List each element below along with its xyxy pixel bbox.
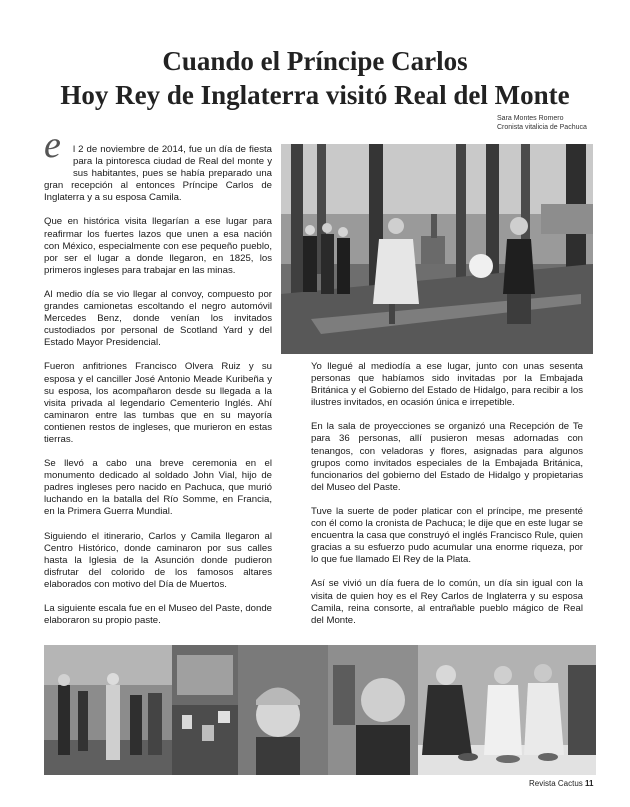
- photo-strip: [44, 645, 596, 775]
- cemetery-photo-graphic: [281, 144, 593, 354]
- headline-line-1: Cuando el Príncipe Carlos: [162, 46, 468, 76]
- paragraph-10: Tuve la suerte de poder platicar con el príncipe, me presenté con él como la cronista de Pachuca; le dije que en este lugar se encuentra la casa que construyó el inglés Francisco Rule, quien gracias a su esfuerzo pudo acumular una enorme riqueza, por lo que fue llamado El Rey de la Plata.: [311, 505, 583, 566]
- paragraph-3: Al medio día se vio llegar al convoy, compuesto por grandes camionetas escoltando el negro automóvil Mercedes Benz, donde venían los invitados custodiados por personal de Scotland Yard y del Estado Mayor Presidencial.: [44, 288, 272, 349]
- paragraph-5: Se llevó a cabo una breve ceremonia en el monumento dedicado al soldado John Vial, hijo de padres ingleses pero nacido en Pachuca, que murió luchando en la batalla del Río Somme, en Francia, en la Primera Guerra Mundial.: [44, 458, 272, 518]
- paragraph-2: Que en histórica visita llegarían a ese lugar para reafirmar los fuertes lazos que unen a esa nación con México, especialmente con ese pequeño pueblo, por ser el lugar a donde llegaron, en 1825, los primeros ingleses para trabajar en las minas.: [44, 216, 272, 276]
- paragraph-11: Así se vivió un día fuera de lo común, un día sin igual con la visita de quien hoy es el Rey Carlos de Inglaterra y su esposa Camila, reina consorte, al entrañable pueblo mágico de Real del Monte.: [311, 578, 583, 626]
- camilla-portrait-photo: [238, 645, 328, 775]
- paragraph-8: Yo llegué al mediodía a ese lugar, junto con unas sesenta personas que habíamos sido invitadas por la Embajada Británica y el Gobierno del Estado de Hidalgo, para recibir a los ilustres invitados, en ocasión única e irrepetible.: [311, 361, 583, 409]
- magazine-name: Revista Cactus: [529, 779, 583, 788]
- byline: [497, 114, 587, 132]
- paragraph-4: Fueron anfitriones Francisco Olvera Ruiz y su esposa y el canciller José Antonio Meade Kuribeña y su esposa, los acompañaron desde su llegada a la visita privada al legendario Cementerio Inglés. Ahí caminaron entre las tumbas que en su mayoría contienen restos de ingleses, que murieron en estas tierras.: [44, 361, 272, 445]
- charles-closeup-photo: [328, 645, 418, 775]
- author-name: Sara Montes Romero: [497, 115, 564, 122]
- paragraph-6: Siguiendo el itinerario, Carlos y Camila llegaron al Centro Histórico, donde caminaron por sus calles hasta la Iglesia de la Asunción donde pudieron disfrutar del colorido de los famosos altares elaborados con motivo del Día de Muertos.: [44, 530, 272, 590]
- dropcap: e: [44, 124, 61, 166]
- cemetery-ceremony-photo: [281, 144, 593, 354]
- paragraph-9: En la sala de proyecciones se organizó una Recepción de Te para 36 personas, allí pusieron mesas adornadas con tenangos, con veladoras y flores, asignadas para algunos grupos como invitados especiales de la Embajada Británica, funcionarios del gobierno del Estado de Hidalgo y propietarias del Museo del Paste.: [311, 421, 583, 493]
- author-role: Cronista vitalicia de Pachuca: [497, 124, 587, 131]
- headline-line-2: Hoy Rey de Inglaterra visitó Real del Monte: [60, 80, 570, 110]
- paragraph-7: La siguiente escala fue en el Museo del Paste, donde elaboraron su propio paste.: [44, 603, 272, 627]
- altar-photo: [172, 645, 238, 775]
- article-right-column: [311, 361, 583, 639]
- paste-kitchen-photo: [418, 645, 596, 775]
- paragraph-1: e l 2 de noviembre de 2014, fue un día de fiesta para la pintoresca ciudad de Real del monte y sus habitantes, pues se había preparado una gran recepción al entonces Príncipe Carlos de Inglaterra y a su esposa Camila.: [44, 124, 272, 204]
- page-number: 11: [585, 779, 594, 788]
- article-left-column: [44, 124, 272, 639]
- street-walk-photo: [44, 645, 172, 775]
- page-footer: [529, 779, 594, 788]
